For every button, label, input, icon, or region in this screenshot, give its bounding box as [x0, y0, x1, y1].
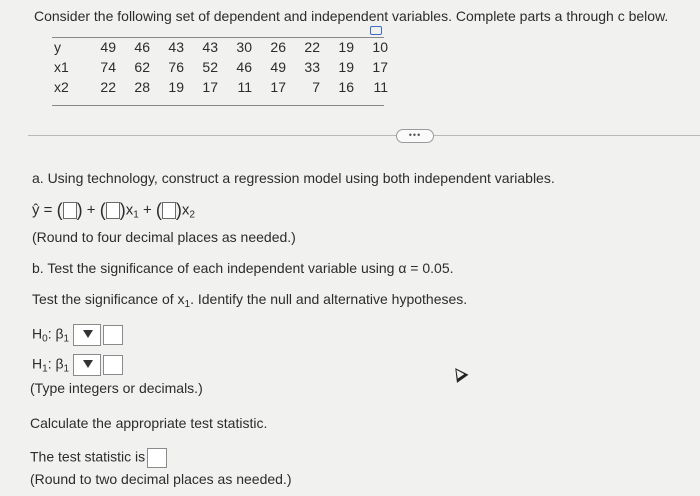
- test-statistic-row: [30, 448, 167, 468]
- table-cell: 62: [134, 59, 150, 75]
- beta-subscript: 1: [63, 333, 70, 345]
- plus-sign: +: [142, 201, 152, 219]
- row-label: y: [54, 39, 61, 55]
- expand-more-button[interactable]: •••: [396, 129, 434, 143]
- row-label: x2: [54, 79, 69, 95]
- chevron-down-icon: [83, 360, 93, 368]
- part-a-prompt: a. Using technology, construct a regression model using both independent variables.: [32, 170, 555, 186]
- round-two-note: (Round to two decimal places as needed.): [30, 471, 292, 487]
- test-suffix: . Identify the null and alternative hypotheses.: [190, 291, 468, 307]
- table-row-x1: [50, 57, 388, 77]
- alt-hypothesis-row: [32, 354, 123, 376]
- x2-subscript: 2: [189, 209, 195, 221]
- table-bottom-rule: [52, 105, 384, 106]
- paren-close: ): [119, 200, 126, 220]
- x1-variable: x: [125, 201, 134, 219]
- table-cell: 19: [168, 79, 184, 95]
- test-x1-prompt: [32, 291, 467, 310]
- x2-coefficient-input[interactable]: [162, 202, 176, 219]
- table-cell: 10: [372, 39, 388, 55]
- table-cell: 30: [236, 39, 252, 55]
- section-divider: [28, 135, 700, 136]
- table-cell: 49: [270, 59, 286, 75]
- h1-value-input[interactable]: [103, 355, 123, 375]
- row-label: x1: [54, 59, 69, 75]
- table-cell: 19: [338, 59, 354, 75]
- table-cell: 43: [168, 39, 184, 55]
- paren-open: (: [155, 200, 162, 220]
- table-cell: 46: [236, 59, 252, 75]
- table-cell: 11: [373, 79, 388, 95]
- table-cell: 17: [270, 79, 286, 95]
- intercept-input[interactable]: [63, 202, 77, 219]
- test-prefix: Test the significance of x: [32, 291, 185, 307]
- table-cell: 16: [338, 79, 354, 95]
- chevron-down-icon: [83, 330, 93, 338]
- table-cell: 17: [372, 59, 388, 75]
- table-cell: 33: [304, 59, 320, 75]
- beta-subscript: 1: [63, 363, 70, 375]
- table-cell: 17: [202, 79, 218, 95]
- y-hat-symbol: ŷ =: [32, 201, 53, 219]
- calculate-prompt: Calculate the appropriate test statistic.: [30, 415, 268, 431]
- paren-close: ): [175, 200, 182, 220]
- h1-beta: : β: [47, 355, 64, 372]
- x2-variable: x: [181, 201, 190, 219]
- mouse-cursor-icon: [450, 364, 469, 383]
- table-cell: 52: [202, 59, 218, 75]
- table-cell: 7: [312, 79, 320, 95]
- null-hypothesis-row: [32, 324, 123, 346]
- h0-subscript: 0: [42, 333, 48, 345]
- part-b-prompt: b. Test the significance of each independent variable using α = 0.05.: [32, 260, 454, 276]
- paren-open: (: [99, 200, 106, 220]
- regression-equation: [32, 200, 195, 221]
- round-four-note: (Round to four decimal places as needed.): [32, 229, 296, 245]
- table-cell: 11: [237, 79, 252, 95]
- data-table: [50, 37, 388, 97]
- table-cell: 46: [134, 39, 150, 55]
- h1-subscript: 1: [42, 363, 48, 375]
- test-subscript: 1: [184, 299, 191, 310]
- test-statistic-label: The test statistic is: [30, 448, 146, 465]
- problem-intro: Consider the following set of dependent and independent variables. Complete parts a through c below.: [34, 8, 669, 24]
- table-cell: 28: [134, 79, 150, 95]
- table-cell: 26: [270, 39, 286, 55]
- table-cell: 76: [168, 59, 184, 75]
- table-row-y: [50, 37, 388, 57]
- table-cell: 19: [338, 39, 354, 55]
- table-cell: 49: [100, 39, 116, 55]
- paren-close: ): [76, 200, 83, 220]
- x1-coefficient-input[interactable]: [106, 202, 120, 219]
- table-cell: 22: [304, 39, 320, 55]
- h1-operator-dropdown[interactable]: [73, 354, 101, 376]
- h1-symbol: H: [32, 355, 43, 372]
- paren-open: (: [56, 200, 63, 220]
- test-statistic-input[interactable]: [147, 448, 167, 468]
- h0-operator-dropdown[interactable]: [73, 324, 101, 346]
- type-integers-note: (Type integers or decimals.): [30, 380, 203, 396]
- table-row-x2: [50, 77, 388, 97]
- h0-symbol: H: [32, 325, 43, 342]
- copy-data-icon[interactable]: [370, 26, 382, 35]
- table-cell: 43: [202, 39, 218, 55]
- x1-subscript: 1: [133, 209, 139, 221]
- h0-beta: : β: [47, 325, 64, 342]
- plus-sign: +: [86, 201, 96, 219]
- table-cell: 74: [100, 59, 116, 75]
- table-cell: 22: [100, 79, 116, 95]
- h0-value-input[interactable]: [103, 325, 123, 345]
